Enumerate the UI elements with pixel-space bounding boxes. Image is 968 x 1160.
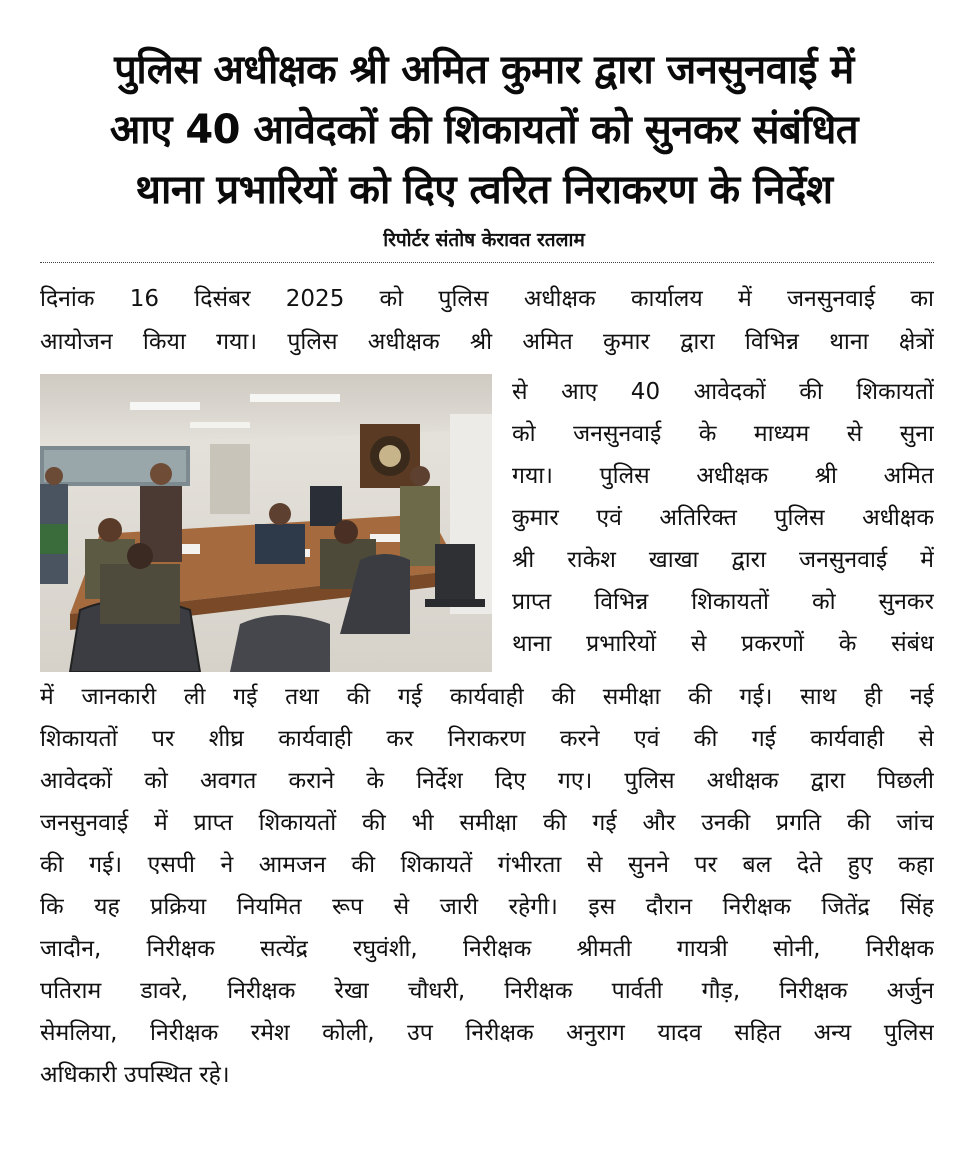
body-line: कि यह प्रक्रिया नियमित रूप से जारी रहेगी। इस दौरान निरीक्षक जितेंद्र सिंह (40, 894, 934, 920)
body-line: आयोजन किया गया। पुलिस अधीक्षक श्री अमित कुमार द्वारा विभिन्न थाना क्षेत्रों (40, 329, 934, 355)
body-line: से आए 40 आवेदकों की शिकायतों (512, 379, 934, 405)
body-line: प्राप्त विभिन्न शिकायतों को सुनकर (512, 589, 934, 615)
body-line: कुमार एवं अतिरिक्त पुलिस अधीक्षक (512, 505, 934, 531)
body-line: सेमलिया, निरीक्षक रमेश कोली, उप निरीक्षक अनुराग यादव सहित अन्य पुलिस (40, 1020, 934, 1046)
headline-line-2: आए 40 आवेदकों की शिकायतों को सुनकर संबंधित (109, 107, 859, 153)
body-line: दिनांक 16 दिसंबर 2025 को पुलिस अधीक्षक कार्यालय में जनसुनवाई का (40, 286, 934, 312)
body-line: आवेदकों को अवगत कराने के निर्देश दिए गए। पुलिस अधीक्षक द्वारा पिछली (40, 768, 934, 794)
body-line: पतिराम डावरे, निरीक्षक रेखा चौधरी, निरीक्षक पार्वती गौड़, निरीक्षक अर्जुन (40, 978, 934, 1004)
headline-line-1: पुलिस अधीक्षक श्री अमित कुमार द्वारा जनसुनवाई में (114, 47, 854, 93)
body-line: श्री राकेश खाखा द्वारा जनसुनवाई में (512, 547, 934, 573)
body-line: में जानकारी ली गई तथा की गई कार्यवाही की समीक्षा की गई। साथ ही नई (40, 684, 934, 710)
body-line: को जनसुनवाई के माध्यम से सुना (512, 421, 934, 447)
body-line: जादौन, निरीक्षक सत्येंद्र रघुवंशी, निरीक्षक श्रीमती गायत्री सोनी, निरीक्षक (40, 936, 934, 962)
headline-line-3: थाना प्रभारियों को दिए त्वरित निराकरण के निर्देश (135, 167, 833, 213)
headline (20, 40, 948, 220)
news-photo-police-meeting (40, 374, 492, 672)
body-line: जनसुनवाई में प्राप्त शिकायतों की भी समीक्षा की गई और उनकी प्रगति की जांच (40, 810, 934, 836)
body-line: थाना प्रभारियों से प्रकरणों के संबंध (512, 631, 934, 657)
body-line: अधिकारी उपस्थित रहे। (40, 1062, 230, 1088)
dotted-divider (40, 262, 934, 263)
body-line: शिकायतों पर शीघ्र कार्यवाही कर निराकरण करने एवं की गई कार्यवाही से (40, 726, 934, 752)
body-line: गया। पुलिस अधीक्षक श्री अमित (512, 463, 934, 489)
reporter-byline: रिपोर्टर संतोष केरावत रतलाम (383, 229, 585, 251)
body-line: की गई। एसपी ने आमजन की शिकायतें गंभीरता से सुनने पर बल देते हुए कहा (40, 852, 934, 878)
